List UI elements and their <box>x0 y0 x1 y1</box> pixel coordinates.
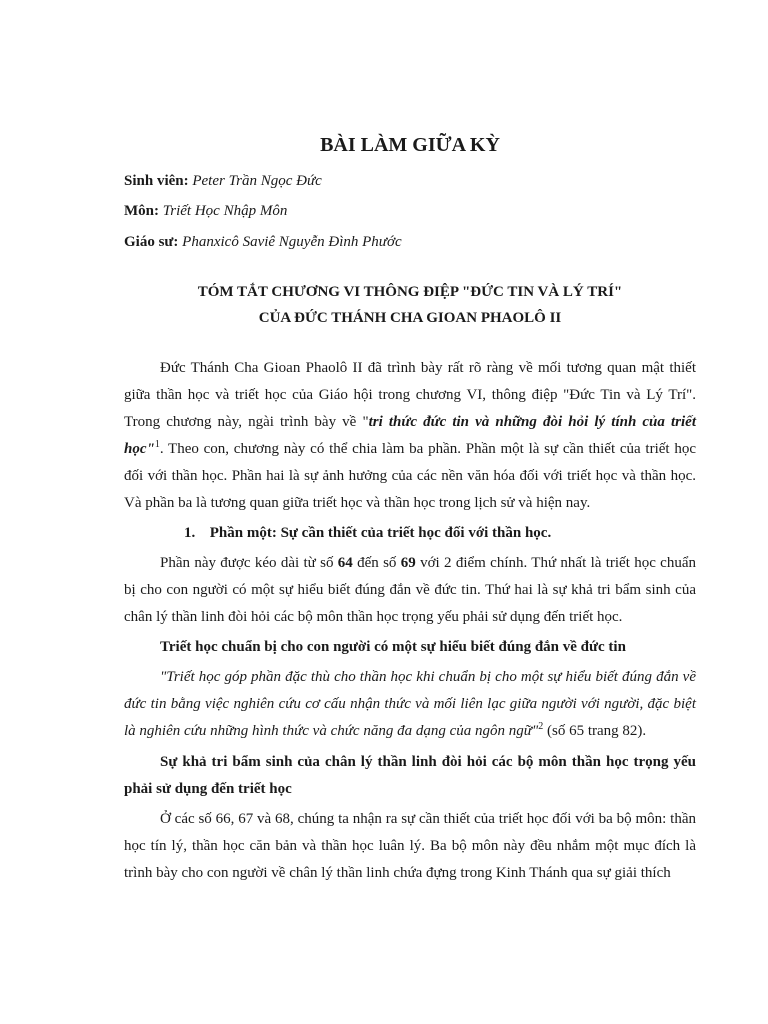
student-value: Peter Trần Ngọc Đức <box>192 173 322 189</box>
intro-paragraph <box>124 355 696 517</box>
section-1-paragraph-2: Ở các số 66, 67 và 68, chúng ta nhận ra sự cần thiết của triết học đối với ba bộ môn: thần học tín lý, thần học căn bản và thần học luân lý. Ba bộ môn này đều nhắm một mục đích là trình bày cho con người về chân lý thần linh chứa đựng trong Kinh Thánh qua sự giải thích <box>124 811 696 881</box>
intro-text-after: . Theo con, chương này có thể chia làm ba phần. Phần một là sự cần thiết của triết học đối với thần học. Phần hai là sự ảnh hưởng của các nền văn hóa đối với triết học và thần học. Và phần ba là tương quan giữa triết học và thần học trong lịch sử và hiện nay. <box>124 441 696 511</box>
student-line <box>124 170 696 192</box>
quote-paragraph <box>124 664 696 745</box>
professor-line <box>124 231 696 253</box>
subject-label: Môn: <box>124 203 159 219</box>
footnote-ref-2[interactable]: 2 <box>538 721 544 732</box>
summary-title-line-2: CỦA ĐỨC THÁNH CHA GIOAN PHAOLÔ II <box>258 310 562 326</box>
para2-text-2: đến số <box>352 555 401 571</box>
para2-number-64: 64 <box>337 555 353 571</box>
section-1-heading <box>184 521 551 545</box>
intro-text-before: Đức Thánh Cha Gioan Phaolô II đã trình bày rất rõ ràng về mối tương quan mật thiết giữa thần học và triết học của Giáo hội trong chương VI, thông điệp "Đức Tin và Lý Trí". Trong chương này, ngài trình bày về " <box>124 360 696 430</box>
footnote-ref-1[interactable]: 1 <box>154 439 160 450</box>
document-title: BÀI LÀM GIỮA KỲ <box>320 134 500 156</box>
professor-label: Giáo sư: <box>124 234 179 250</box>
subheading-philosophy-prepares: Triết học chuẩn bị cho con người có một sự hiểu biết đúng đắn về đức tin <box>160 639 626 655</box>
para2-text-1: Phần này được kéo dài từ số <box>160 555 338 571</box>
section-1-title: Phần một: Sự cần thiết của triết học đối với thần học. <box>209 525 552 541</box>
intro-emphasis: tri thức đức tin và những đòi hỏi lý tính của triết học" <box>124 414 696 457</box>
para2-number-69: 69 <box>400 555 416 571</box>
para2-text-3: với 2 điểm chính. Thứ nhất là triết học chuẩn bị cho con người có một sự hiểu biết đúng đắn về đức tin. Thứ hai là sự khả tri bẩm sinh của chân lý thần linh đòi hỏi các bộ môn thần học trọng yếu phải sử dụng đến triết học. <box>124 555 696 625</box>
quote-text: "Triết học góp phần đặc thù cho thần học khi chuẩn bị cho một sự hiểu biết đúng đắn về đức tin bằng việc nghiên cứu cơ cấu nhận thức và mối liên lạc giữa người với người, đặc biệt là nghiên cứu những hình thức và chức năng đa dạng của ngôn ngữ" <box>124 669 696 739</box>
section-1-number: 1. <box>184 525 196 541</box>
subject-value: Triết Học Nhập Môn <box>162 203 288 219</box>
subject-line <box>124 200 696 222</box>
quote-reference: (số 65 trang 82). <box>543 723 647 739</box>
summary-title-line-1: TÓM TẮT CHƯƠNG VI THÔNG ĐIỆP "ĐỨC TIN VÀ LÝ TRÍ" <box>197 284 623 300</box>
professor-value: Phanxicô Saviê Nguyễn Đình Phước <box>182 234 402 250</box>
student-label: Sinh viên: <box>124 173 189 189</box>
section-1-paragraph <box>124 550 696 631</box>
subheading-divine-truth: Sự khả tri bẩm sinh của chân lý thần linh đòi hỏi các bộ môn thần học trọng yếu phải sử dụng đến triết học <box>124 754 696 797</box>
